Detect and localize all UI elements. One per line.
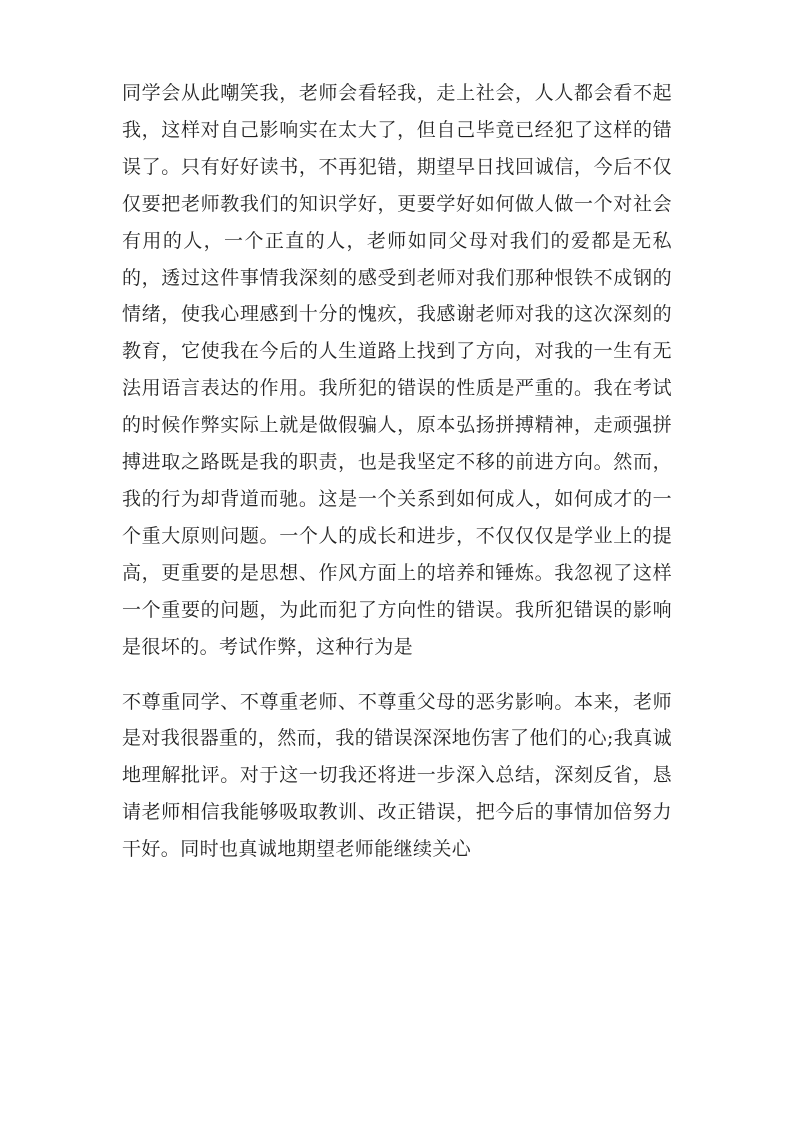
paragraph-2: 不尊重同学、不尊重老师、不尊重父母的恶劣影响。本来，老师是对我很器重的，然而，我的错误深深地伤害了他们的心;我真诚地理解批评。对于这一切我还将进一步深入总结，深刻反省，恳请老师相信我能够吸取教训、改正错误，把今后的事情加倍努力干好。同时也真诚地期望老师能继续关心	[122, 690, 673, 861]
document-body	[122, 75, 672, 868]
paragraph-1: 同学会从此嘲笑我，老师会看轻我，走上社会，人人都会看不起我，这样对自己影响实在太大了，但自己毕竟已经犯了这样的错误了。只有好好读书，不再犯错，期望早日找回诚信，今后不仅仅要把老师教我们的知识学好，更要学好如何做人做一个对社会有用的人，一个正直的人，老师如同父母对我们的爱都是无私的，透过这件事情我深刻的感受到老师对我们那种恨铁不成钢的情绪，使我心理感到十分的愧疚，我感谢老师对我的这次深刻的教育，它使我在今后的人生道路上找到了方向，对我的一生有无法用语言表达的作用。我所犯的错误的性质是严重的。我在考试的时候作弊实际上就是做假骗人，原本弘扬拼搏精神，走顽强拼搏进取之路既是我的职责，也是我坚定不移的前进方向。然而，我的行为却背道而驰。这是一个关系到如何成人，如何成才的一个重大原则问题。一个人的成长和进步，不仅仅仅是学业上的提高，更重要的是思想、作风方面上的培养和锤炼。我忽视了这样一个重要的问题，为此而犯了方向性的错误。我所犯错误的影响是很坏的。考试作弊，这种行为是	[122, 82, 672, 658]
